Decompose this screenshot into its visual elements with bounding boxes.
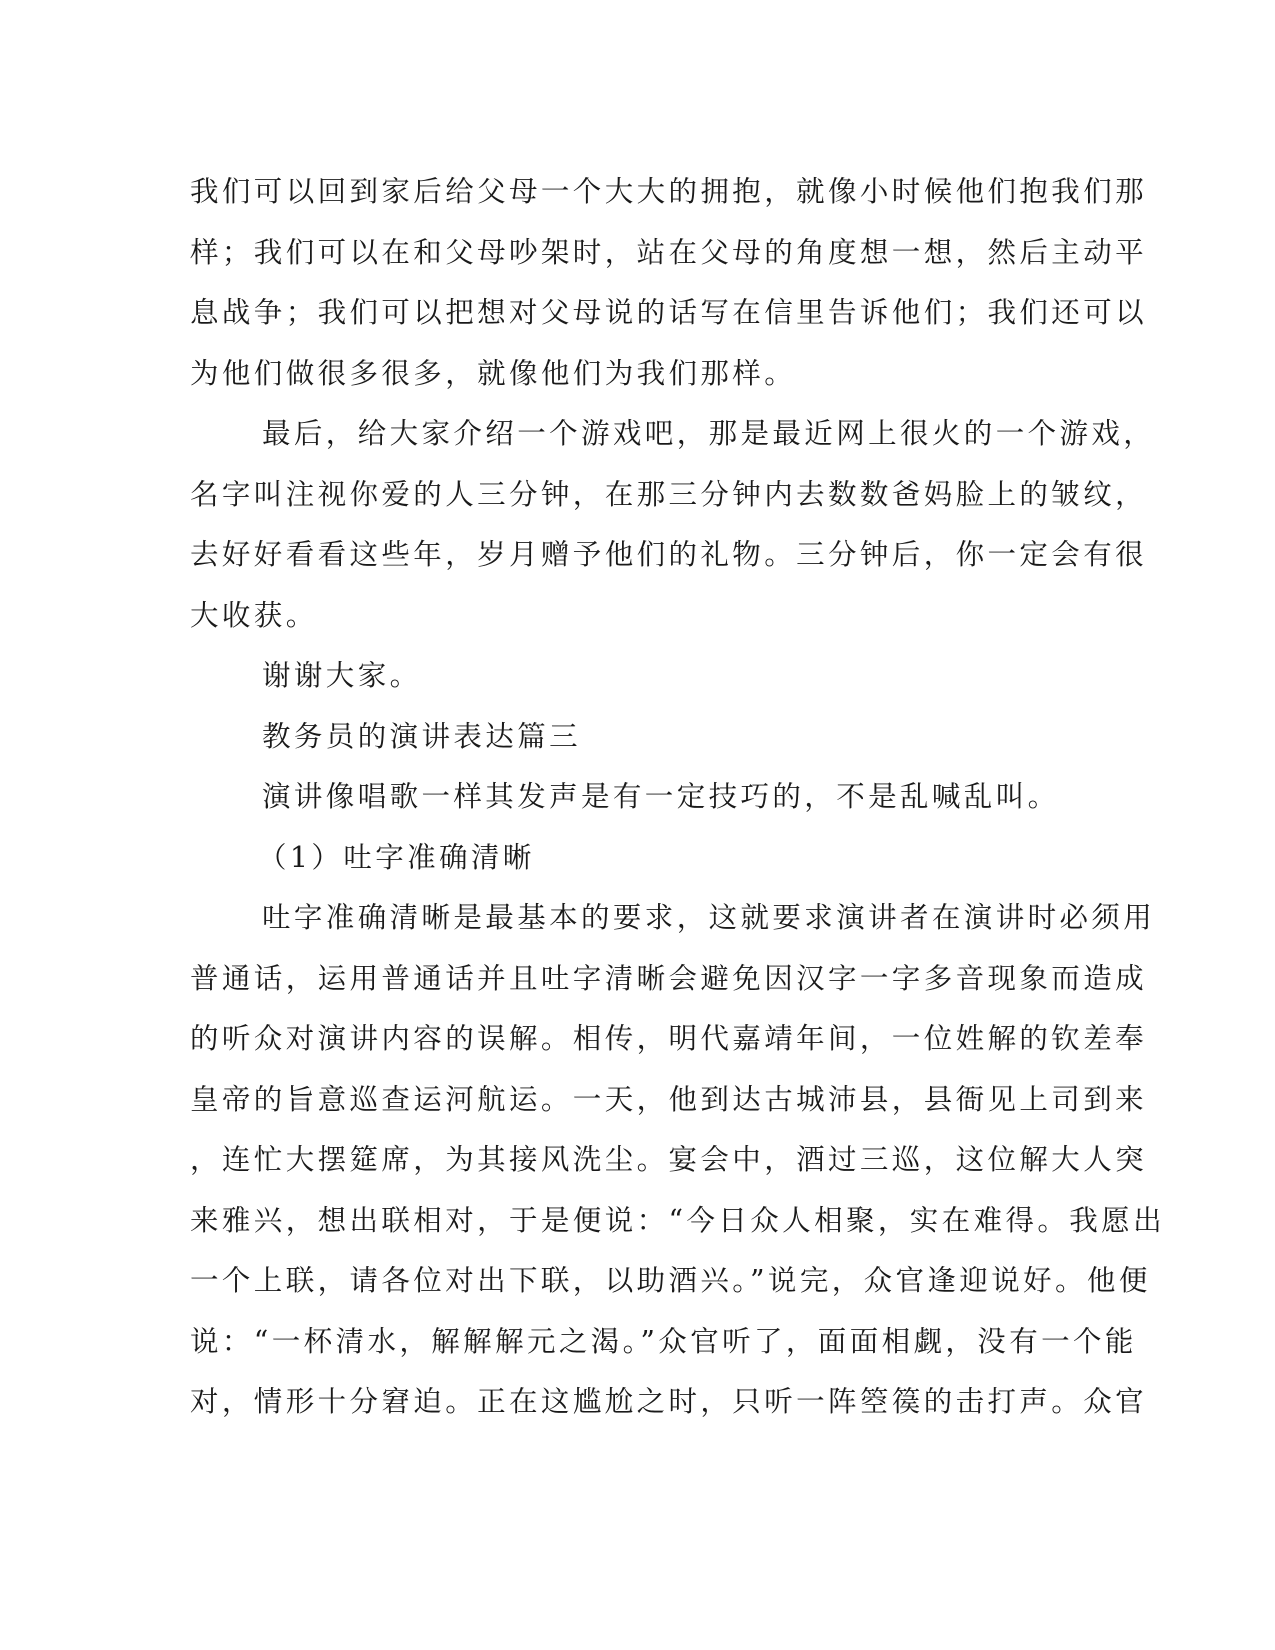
text-line: 一个上联，请各位对出下联，以助酒兴。”说完，众官逢迎说好。他便 bbox=[190, 1264, 1151, 1297]
text-line: 名字叫注视你爱的人三分钟，在那三分钟内去数数爸妈脸上的皱纹， bbox=[190, 477, 1148, 511]
text-line: 大收获。 bbox=[190, 598, 318, 632]
section-title: 教务员的演讲表达篇三 bbox=[262, 719, 582, 753]
subheading: （1）吐字准确清晰 bbox=[258, 840, 535, 874]
intro-paragraph: 演讲像唱歌一样其发声是有一定技巧的，不是乱喊乱叫。 bbox=[262, 780, 1060, 813]
paragraph bbox=[190, 404, 1156, 646]
text-line: 我们可以回到家后给父母一个大大的拥抱，就像小时候他们抱我们那 bbox=[190, 175, 1148, 208]
paragraph bbox=[190, 162, 1148, 404]
text-line: 普通话，运用普通话并且吐字清晰会避免因汉字一字多音现象而造成 bbox=[190, 961, 1148, 995]
text-line: 最后，给大家介绍一个游戏吧，那是最近网上很火的一个游戏， bbox=[262, 417, 1156, 450]
paragraph bbox=[190, 888, 1165, 1433]
text-line: ，连忙大摆筵席，为其接风洗尘。宴会中，酒过三巡，这位解大人突 bbox=[190, 1143, 1148, 1176]
text-line: 说：“一杯清水，解解解元之渴。”众官听了，面面相觑，没有一个能 bbox=[190, 1324, 1137, 1358]
text-line: 息战争；我们可以把想对父母说的话写在信里告诉他们；我们还可以 bbox=[190, 296, 1148, 329]
text-line: 吐字准确清晰是最基本的要求，这就要求演讲者在演讲时必须用 bbox=[262, 901, 1156, 934]
text-line: 皇帝的旨意巡查运河航运。一天，他到达古城沛县，县衙见上司到来 bbox=[190, 1082, 1148, 1116]
document-body bbox=[190, 162, 1165, 1433]
text-line: 样；我们可以在和父母吵架时，站在父母的角度想一想，然后主动平 bbox=[190, 235, 1148, 269]
text-line: 的听众对演讲内容的误解。相传，明代嘉靖年间，一位姓解的钦差奉 bbox=[190, 1022, 1148, 1055]
closing-thanks: 谢谢大家。 bbox=[262, 659, 422, 692]
text-line: 去好好看看这些年，岁月赠予他们的礼物。三分钟后，你一定会有很 bbox=[190, 538, 1148, 571]
text-line: 来雅兴，想出联相对，于是便说：“今日众人相聚，实在难得。我愿出 bbox=[190, 1203, 1165, 1237]
text-line: 对，情形十分窘迫。正在这尴尬之时，只听一阵箜篌的击打声。众官 bbox=[190, 1385, 1148, 1418]
text-line: 为他们做很多很多，就像他们为我们那样。 bbox=[190, 356, 797, 390]
